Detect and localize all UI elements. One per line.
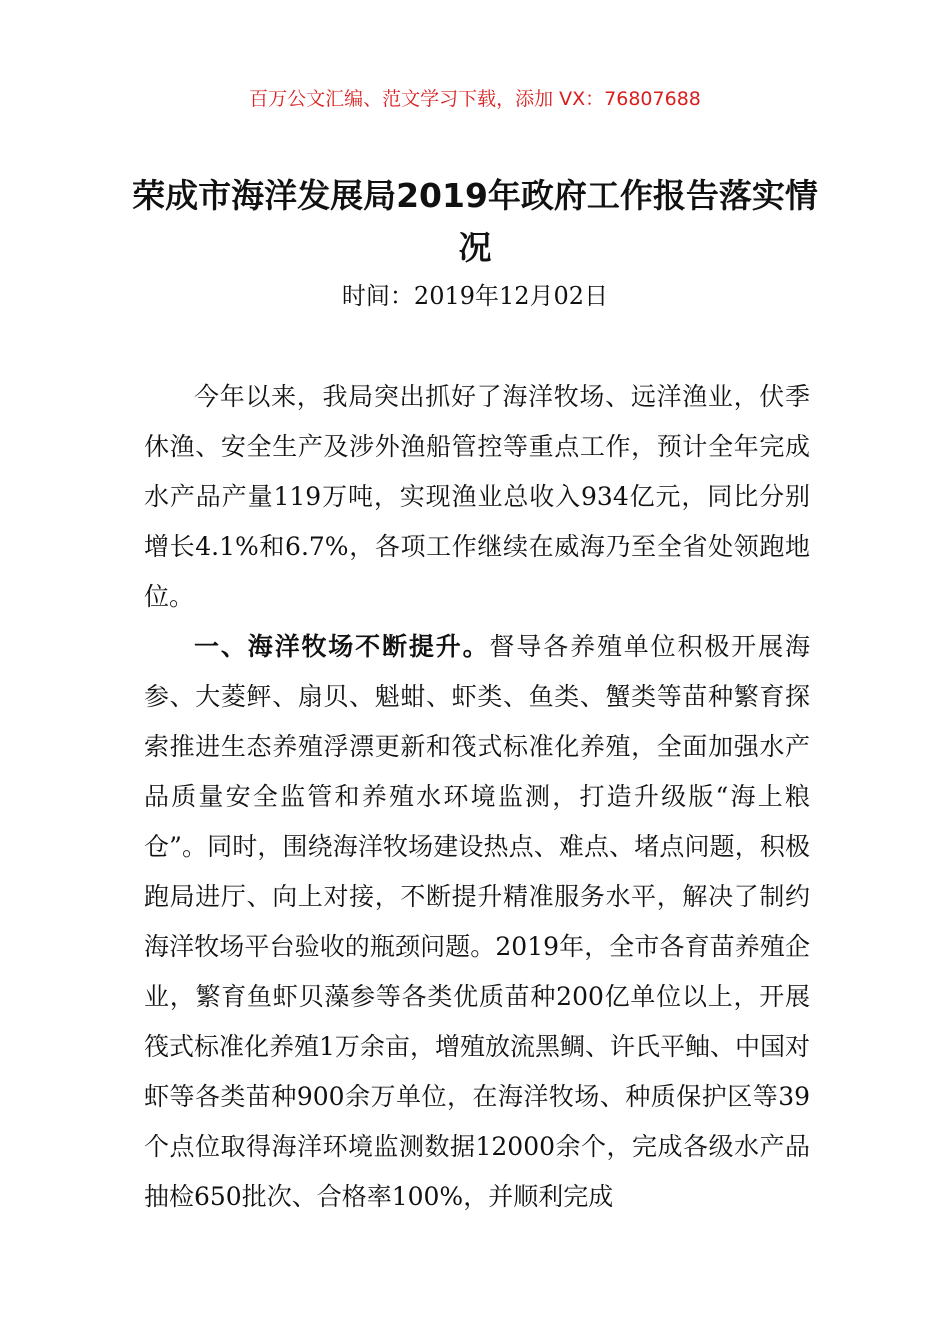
document-title: 荣成市海洋发展局2019年政府工作报告落实情况 xyxy=(132,176,818,267)
paragraph-text: 督导各养殖单位积极开展海参、大菱鲆、扇贝、魁蚶、虾类、鱼类、蟹类等苗种繁育探索推进生态养殖浮漂更新和筏式标准化养殖，全面加强水产品质量安全监管和养殖水环境监测，打造升级版“海上粮仓”。同时，围绕海洋牧场建设热点、难点、堵点问题，积极跑局进厅、向上对接，不断提升精准服务水平，解决了制约海洋牧场平台验收的瓶颈问题。2019年，全市各育苗养殖企业，繁育鱼虾贝藻参等各类优质苗种200亿单位以上，开展筏式标准化养殖1万余亩，增殖放流黑鲷、许氏平鲉、中国对虾等各类苗种900余万单位，在海洋牧场、种质保护区等39个点位取得海洋环境监测数据12000余个，完成各级水产品抽检650批次、合格率100%，并顺利完成 xyxy=(144,632,810,1211)
promo-banner: 百万公文汇编、范文学习下载，添加 VX：76807688 xyxy=(249,88,701,110)
document-body xyxy=(144,372,810,1222)
document-date: 时间：2019年12月02日 xyxy=(341,282,609,310)
section-heading: 一、海洋牧场不断提升。 xyxy=(194,632,490,661)
paragraph-text: 今年以来，我局突出抓好了海洋牧场、远洋渔业，伏季休渔、安全生产及涉外渔船管控等重点工作，预计全年完成水产品产量119万吨，实现渔业总收入934亿元，同比分别增长4.1%和6.7%，各项工作继续在威海乃至全省处领跑地位。 xyxy=(144,382,810,611)
paragraph-section-one xyxy=(144,622,810,1222)
paragraph-intro xyxy=(144,372,810,622)
